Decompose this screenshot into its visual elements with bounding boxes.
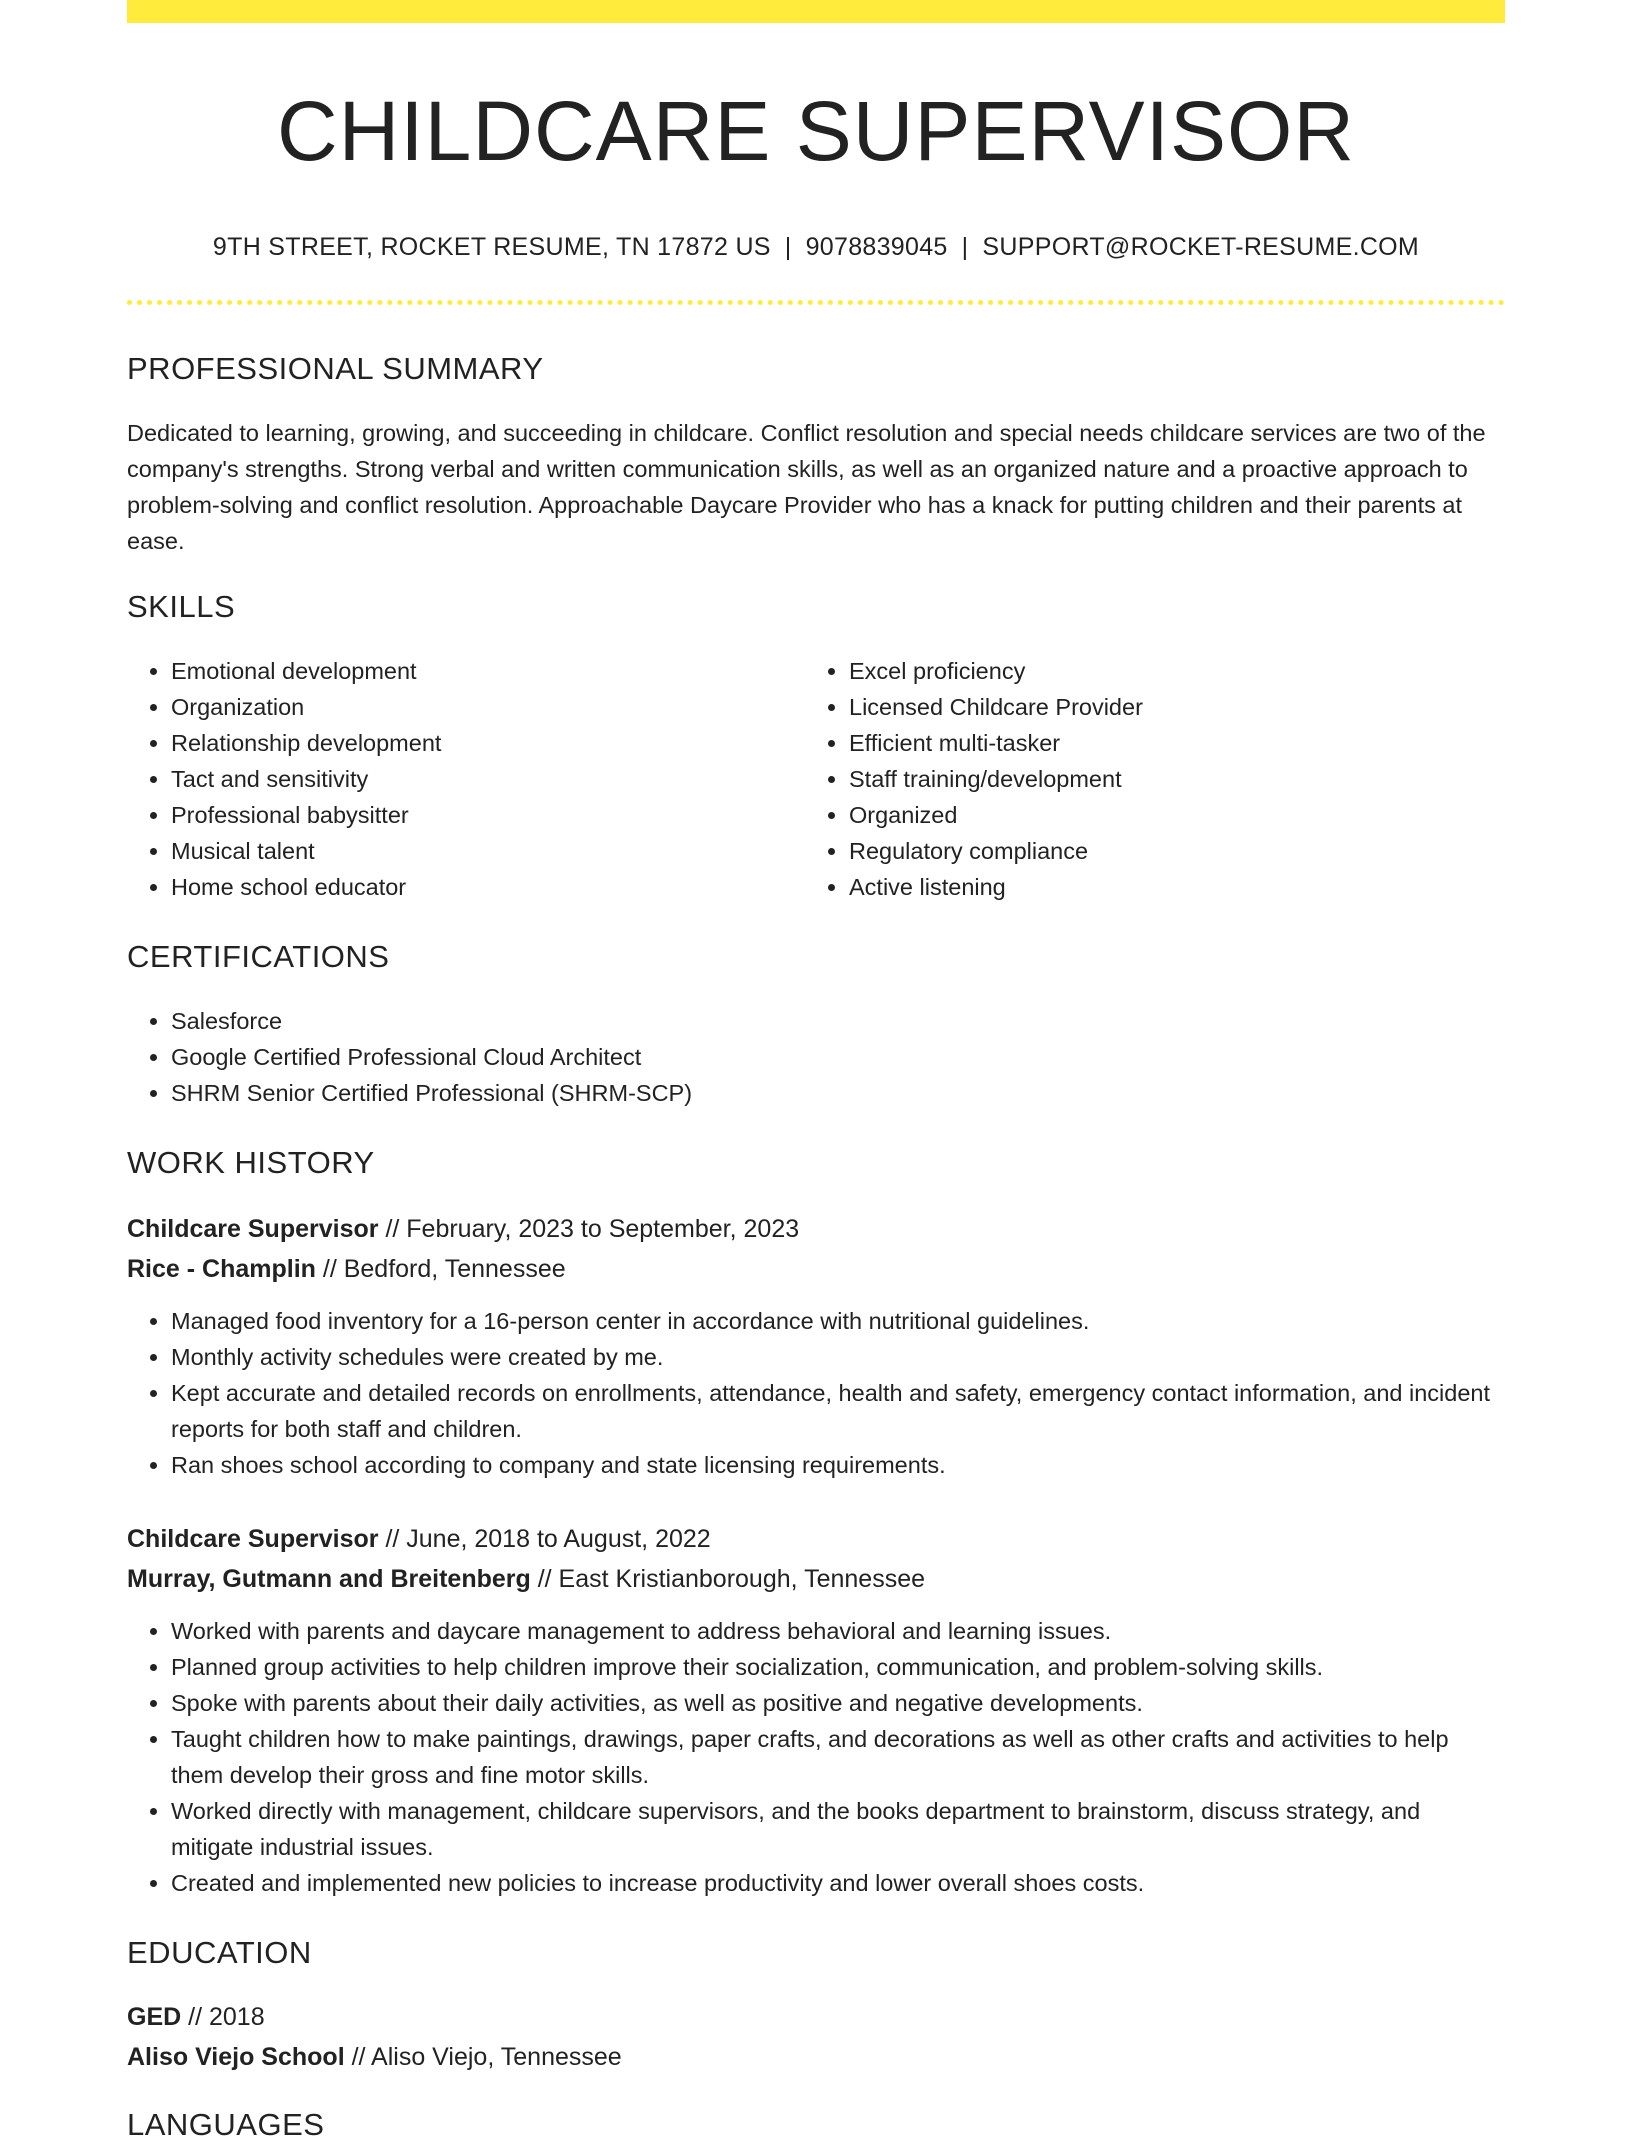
job-bullet: • Managed food inventory for a 16-person center in accordance with nutritional guidelines. <box>171 1303 1505 1339</box>
certification-item: • Google Certified Professional Cloud Architect <box>171 1039 1505 1075</box>
skill-item: • Tact and sensitivity <box>171 761 805 797</box>
contact-phone: 9078839045 <box>805 233 948 262</box>
contact-email: SUPPORT@ROCKET-RESUME.COM <box>982 233 1420 262</box>
summary-text: Dedicated to learning, growing, and succeeding in childcare. Conflict resolution and special needs childcare services are two of the company's strengths. Strong verbal and written communication skills, as well as an organized nature and a proactive approach to problem-solving and conflict resolution. Approachable Daycare Provider who has a knack for putting children and their parents at ease. <box>127 420 1486 555</box>
skill-item: • Home school educator <box>171 869 805 905</box>
skills-columns <box>127 653 1505 905</box>
skill-item: • Regulatory compliance <box>849 833 1483 869</box>
skill-item: • Musical talent <box>171 833 805 869</box>
skill-item: • Organized <box>849 797 1483 833</box>
certification-item: • SHRM Senior Certified Professional (SHRM-SCP) <box>171 1075 1505 1111</box>
job-bullet: • Worked directly with management, childcare supervisors, and the books department to brainstorm, discuss strategy, and mitigate industrial issues. <box>171 1793 1505 1865</box>
job-company-line <box>127 1249 1505 1289</box>
education-school-line <box>127 2037 1505 2077</box>
job-bullets <box>127 1613 1505 1901</box>
work-history-section <box>127 1145 1505 1901</box>
skill-item: • Organization <box>171 689 805 725</box>
work-history-heading: WORK HISTORY <box>127 1145 375 1181</box>
job-bullet: • Planned group activities to help children improve their socialization, communication, and problem-solving skills. <box>171 1649 1505 1685</box>
skill-item: • Emotional development <box>171 653 805 689</box>
job-company-line <box>127 1559 1505 1599</box>
job-role: Childcare Supervisor <box>127 1215 379 1244</box>
job-bullet: • Ran shoes school according to company and state licensing requirements. <box>171 1447 1505 1483</box>
education-section <box>127 1935 1505 2077</box>
skill-item: • Licensed Childcare Provider <box>849 689 1483 725</box>
skill-item: • Active listening <box>849 869 1483 905</box>
skill-item: • Professional babysitter <box>171 797 805 833</box>
certifications-section <box>127 939 1505 1111</box>
certifications-heading: CERTIFICATIONS <box>127 939 390 975</box>
education-school: Aliso Viejo School <box>127 2043 345 2072</box>
job-entry <box>127 1519 1505 1901</box>
skill-item: • Excel proficiency <box>849 653 1483 689</box>
summary-section <box>127 351 1505 559</box>
job-bullet: • Monthly activity schedules were created by me. <box>171 1339 1505 1375</box>
job-location: // East Kristianborough, Tennessee <box>537 1565 925 1594</box>
summary-heading: PROFESSIONAL SUMMARY <box>127 351 544 387</box>
job-company: Murray, Gutmann and Breitenberg <box>127 1565 531 1594</box>
education-heading: EDUCATION <box>127 1935 312 1971</box>
contact-separator: | <box>784 233 792 262</box>
job-title-line <box>127 1209 1505 1249</box>
job-title-line <box>127 1519 1505 1559</box>
job-location: // Bedford, Tennessee <box>322 1255 566 1284</box>
languages-heading: LANGUAGES <box>127 2107 325 2143</box>
skill-item: • Staff training/development <box>849 761 1483 797</box>
education-year: // 2018 <box>188 2003 265 2032</box>
job-company: Rice - Champlin <box>127 1255 316 1284</box>
skill-item: • Relationship development <box>171 725 805 761</box>
languages-section <box>127 2107 1505 2143</box>
job-bullet: • Spoke with parents about their daily activities, as well as positive and negative developments. <box>171 1685 1505 1721</box>
certification-item: • Salesforce <box>171 1003 1505 1039</box>
skills-heading: SKILLS <box>127 589 236 625</box>
job-dates: // June, 2018 to August, 2022 <box>385 1525 711 1554</box>
dotted-divider <box>127 300 1505 305</box>
job-bullet: • Taught children how to make paintings, drawings, paper crafts, and decorations as well as other crafts and activities to help them develop their gross and fine motor skills. <box>171 1721 1505 1793</box>
education-location: // Aliso Viejo, Tennessee <box>351 2043 622 2072</box>
certifications-list <box>127 1003 1505 1111</box>
job-bullet: • Worked with parents and daycare management to address behavioral and learning issues. <box>171 1613 1505 1649</box>
education-degree-line <box>127 1997 1505 2037</box>
contact-line <box>127 233 1505 262</box>
resume-page <box>127 0 1505 2143</box>
job-bullet: • Created and implemented new policies to increase productivity and lower overall shoes costs. <box>171 1865 1505 1901</box>
job-dates: // February, 2023 to September, 2023 <box>385 1215 800 1244</box>
education-degree: GED <box>127 2003 182 2032</box>
contact-address: 9TH STREET, ROCKET RESUME, TN 17872 US <box>212 233 771 262</box>
skills-left-list <box>127 653 805 905</box>
skills-section <box>127 589 1505 905</box>
candidate-name: CHILDCARE SUPERVISOR <box>276 84 1356 178</box>
job-bullet: • Kept accurate and detailed records on enrollments, attendance, health and safety, emergency contact information, and incident reports for both staff and children. <box>171 1375 1505 1447</box>
top-accent-bar <box>127 0 1505 23</box>
job-role: Childcare Supervisor <box>127 1525 379 1554</box>
job-bullets <box>127 1303 1505 1483</box>
contact-separator: | <box>961 233 969 262</box>
job-entry <box>127 1209 1505 1483</box>
skill-item: • Efficient multi-tasker <box>849 725 1483 761</box>
skills-right-list <box>805 653 1483 905</box>
